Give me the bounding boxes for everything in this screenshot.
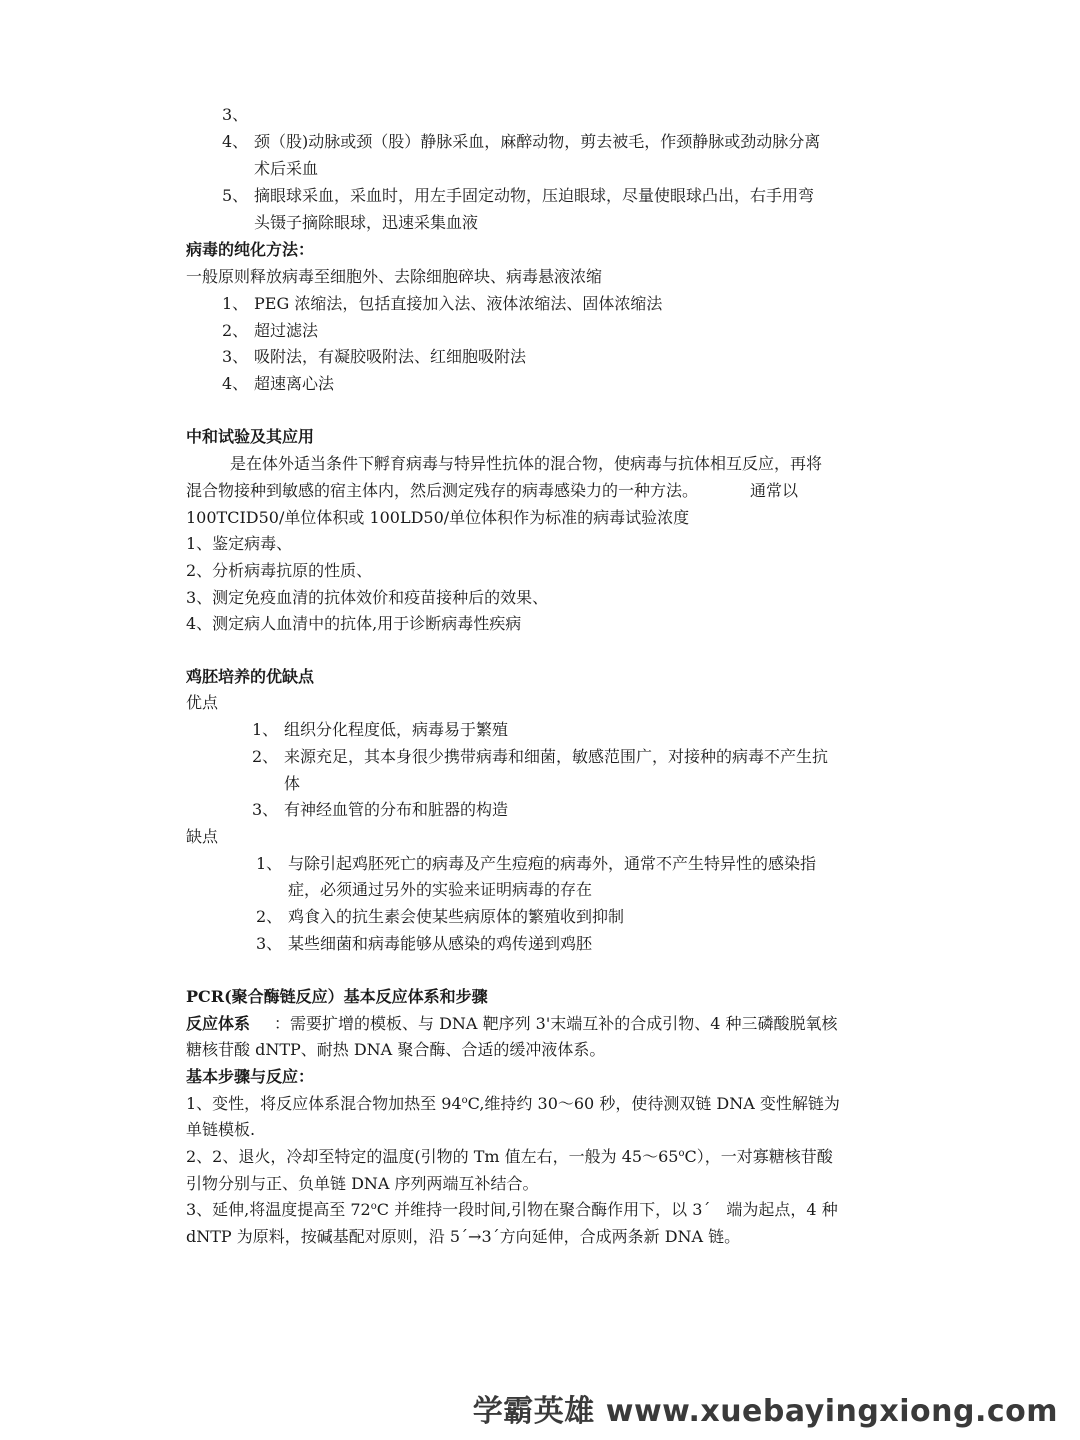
purification-item: 2、 超过滤法 [222, 321, 319, 340]
blood-item-4-cont: 术后采血 [254, 159, 319, 178]
blood-item-5-cont: 头镊子摘除眼球，迅速采集血液 [254, 213, 479, 232]
pcr-steps-label: 基本步骤与反应： [186, 1067, 315, 1086]
embryo-adv-item: 2、 来源充足，其本身很少携带病毒和细菌，敏感范围广，对接种的病毒不产生抗 [252, 747, 829, 766]
embryo-dis-label: 缺点 [186, 827, 219, 846]
pcr-system-line: 糖核苷酸 dNTP、耐热 DNA 聚合酶、合适的缓冲液体系。 [186, 1040, 606, 1059]
neutralization-item: 2、分析病毒抗原的性质、 [186, 561, 373, 580]
neutralization-para-line: 是在体外适当条件下孵育病毒与特异性抗体的混合物，使病毒与抗体相互反应，再将 [230, 454, 823, 473]
pcr-step-cont: 单链模板. [186, 1120, 256, 1139]
embryo-adv-item: 3、 有神经血管的分布和脏器的构造 [252, 800, 509, 819]
purification-item: 4、 超速离心法 [222, 374, 335, 393]
embryo-dis-item-cont: 症，必须通过另外的实验来证明病毒的存在 [288, 880, 593, 899]
section-heading-pcr: PCR(聚合酶链反应）基本反应体系和步骤 [186, 987, 488, 1006]
pcr-step-cont: 引物分别与正、负单链 DNA 序列两端互补结合。 [186, 1174, 539, 1193]
neutralization-para-line: 100TCID50/单位体积或 100LD50/单位体积作为标准的病毒试验浓度 [186, 508, 690, 527]
section-heading-neutralization: 中和试验及其应用 [186, 427, 315, 446]
pcr-system-line: 反应体系 ：需要扩增的模板、与 DNA 靶序列 3'末端互补的合成引物、4 种三磷酸脱氧核 [186, 1014, 838, 1033]
blood-item-4: 4、 颈（股)动脉或颈（股）静脉采血，麻醉动物，剪去被毛，作颈静脉或劲动脉分离 [222, 132, 821, 151]
section-heading-embryo: 鸡胚培养的优缺点 [186, 667, 315, 686]
neutralization-item: 4、测定病人血清中的抗体,用于诊断病毒性疾病 [186, 614, 522, 633]
pcr-step-cont: dNTP 为原料，按碱基配对原则，沿 5´→3´方向延伸，合成两条新 DNA 链。 [186, 1227, 741, 1246]
watermark: 学霸英雄 www.xuebayingxiong.com [472, 1394, 1058, 1429]
purification-principle: 一般原则释放病毒至细胞外、去除细胞碎块、病毒悬液浓缩 [186, 267, 603, 286]
blood-item-3: 3、 [222, 105, 249, 124]
embryo-dis-item: 3、 某些细菌和病毒能够从感染的鸡传递到鸡胚 [256, 934, 593, 953]
embryo-dis-item: 1、 与除引起鸡胚死亡的病毒及产生痘疱的病毒外，通常不产生特异性的感染指 [256, 854, 817, 873]
purification-item: 3、 吸附法，有凝胶吸附法、红细胞吸附法 [222, 347, 527, 366]
section-heading-purification: 病毒的纯化方法： [186, 240, 315, 259]
neutralization-item: 1、鉴定病毒、 [186, 534, 293, 553]
blood-item-5: 5、 摘眼球采血，采血时，用左手固定动物，压迫眼球，尽量使眼球凸出，右手用弯 [222, 186, 815, 205]
pcr-step: 3、延伸,将温度提高至 72$^o$C 并维持一段时间,引物在聚合酶作用下，以 3´ 端为起点，4 种 [186, 1200, 838, 1219]
neutralization-item: 3、测定免疫血清的抗体效价和疫苗接种后的效果、 [186, 588, 549, 607]
neutralization-para-line: 混合物接种到敏感的宿主体内，然后测定残存的病毒感染力的一种方法。 通常以 [186, 481, 799, 500]
purification-item: 1、 PEG 浓缩法，包括直接加入法、液体浓缩法、固体浓缩法 [222, 294, 663, 313]
pcr-step: 2、2、退火，冷却至特定的温度(引物的 Tm 值左右，一般为 45～65$^o$C），一对寡糖核苷酸 [186, 1147, 833, 1166]
embryo-adv-item-cont: 体 [284, 774, 301, 793]
embryo-dis-item: 2、 鸡食入的抗生素会使某些病原体的繁殖收到抑制 [256, 907, 625, 926]
pcr-step: 1、变性，将反应体系混合物加热至 94$^o$C,维持约 30～60 秒，使待测双链 DNA 变性解链为 [186, 1094, 840, 1113]
embryo-adv-item: 1、 组织分化程度低，病毒易于繁殖 [252, 720, 509, 739]
embryo-adv-label: 优点 [186, 693, 219, 712]
